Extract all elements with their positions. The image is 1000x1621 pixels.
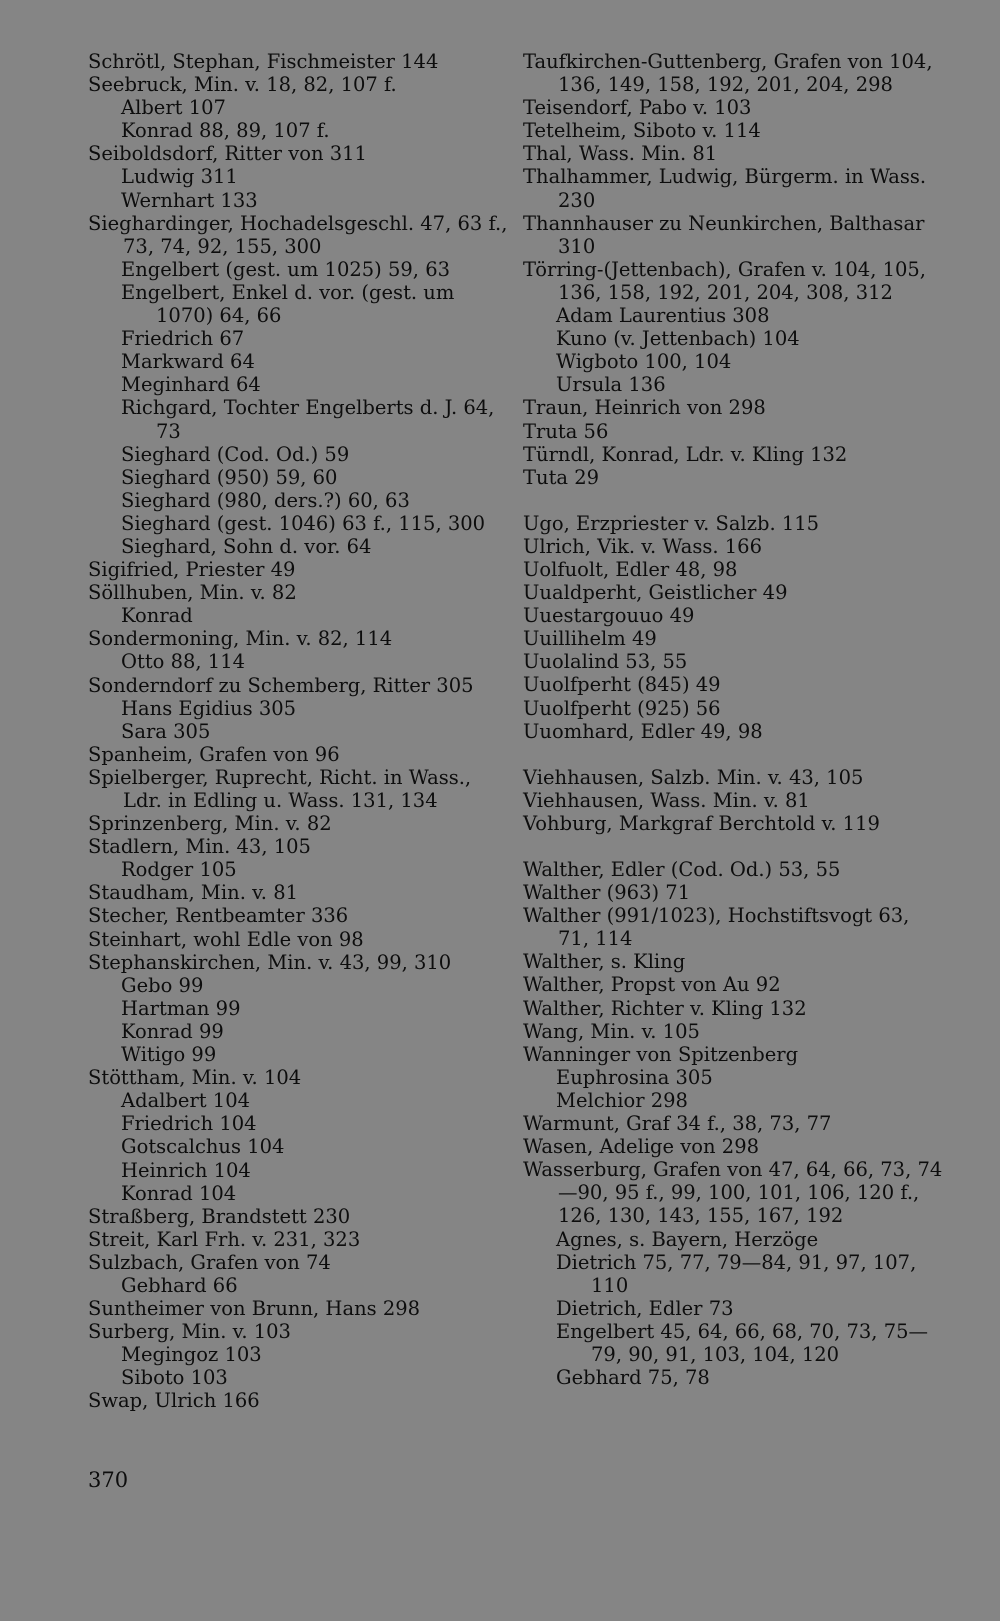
index-entry: Uuolfperht (925) 56 (523, 696, 721, 720)
index-entry: Sulzbach, Grafen von 74 (88, 1250, 331, 1274)
index-entry: Sieghardinger, Hochadelsgeschl. 47, 63 f., 73, 74, 92, 155, 300 (88, 211, 508, 258)
index-entry: Spanheim, Grafen von 96 (88, 742, 340, 766)
index-entry: Steinhart, wohl Edle von 98 (88, 927, 364, 951)
index-subentry: Albert 107 (121, 96, 226, 120)
index-entry: Walther, Richter v. Kling 132 (523, 996, 807, 1020)
page-number: 370 (88, 1468, 129, 1492)
index-entry: Tuta 29 (523, 465, 600, 489)
index-subentry: Gebhard 66 (121, 1273, 238, 1297)
index-subentry: Sara 305 (121, 719, 211, 743)
index-entry: Viehhausen, Wass. Min. v. 81 (523, 788, 810, 812)
index-subentry: Markward 64 (121, 350, 255, 374)
letter-section-gap (523, 743, 943, 766)
index-entry: Straßberg, Brandstett 230 (88, 1204, 351, 1228)
index-subentry: Heinrich 104 (121, 1158, 251, 1182)
index-entry: Viehhausen, Salzb. Min. v. 43, 105 (523, 765, 864, 789)
index-column-left (88, 50, 508, 1413)
index-subentry: Witigo 99 (121, 1043, 217, 1067)
index-entry: Uualdperht, Geistlicher 49 (523, 581, 788, 605)
index-subentry: Gebo 99 (121, 973, 204, 997)
index-entry: Uuillihelm 49 (523, 627, 657, 651)
index-entry: Walther, s. Kling (523, 950, 686, 974)
index-entry: Warmunt, Graf 34 f., 38, 73, 77 (523, 1112, 832, 1136)
index-entry: Uuolalind 53, 55 (523, 650, 688, 674)
index-entry: Wanninger von Spitzenberg (523, 1042, 799, 1066)
index-entry: Swap, Ulrich 166 (88, 1389, 260, 1413)
index-subentry: Friedrich 67 (121, 327, 245, 351)
index-subentry: Otto 88, 114 (121, 650, 246, 674)
index-entry: Streit, Karl Frh. v. 231, 323 (88, 1227, 361, 1251)
index-subentry: Konrad 99 (121, 1019, 224, 1043)
index-subentry: Engelbert, Enkel d. vor. (gest. um 1070) 64, 66 (121, 280, 455, 328)
index-entry: Uolfuolt, Edler 48, 98 (523, 557, 738, 581)
index-entry: Törring-(Jettenbach), Grafen v. 104, 105, 136, 158, 192, 201, 204, 308, 312 (523, 257, 927, 304)
index-entry: Stecher, Rentbeamter 336 (88, 904, 349, 928)
index-entry: Walther (963) 71 (523, 881, 691, 905)
index-subentry: Sieghard (gest. 1046) 63 f., 115, 300 (121, 511, 486, 535)
index-entry: Uuomhard, Edler 49, 98 (523, 719, 763, 743)
index-entry: Ugo, Erzpriester v. Salzb. 115 (523, 511, 820, 535)
index-entry: Teisendorf, Pabo v. 103 (523, 96, 752, 120)
index-subentry: Agnes, s. Bayern, Herzöge (556, 1227, 819, 1251)
index-entry: Traun, Heinrich von 298 (523, 396, 766, 420)
index-subentry: Kuno (v. Jettenbach) 104 (556, 327, 800, 351)
index-subentry: Richgard, Tochter Engelberts d. J. 64, 73 (121, 396, 495, 443)
index-entry: Vohburg, Markgraf Berchtold v. 119 (523, 811, 880, 835)
index-subentry: Hartman 99 (121, 996, 241, 1020)
index-subentry: Konrad (121, 604, 193, 628)
index-subentry: Sieghard (950) 59, 60 (121, 465, 338, 489)
index-subentry: Dietrich, Edler 73 (556, 1296, 734, 1320)
index-subentry: Wernhart 133 (121, 188, 258, 212)
index-entry: Seiboldsdorf, Ritter von 311 (88, 142, 367, 166)
index-subentry: Dietrich 75, 77, 79—84, 91, 97, 107, 110 (556, 1250, 917, 1297)
index-entry: Seebruck, Min. v. 18, 82, 107 f. (88, 73, 397, 97)
index-entry: Stadlern, Min. 43, 105 (88, 835, 311, 859)
index-entry: Staudham, Min. v. 81 (88, 881, 299, 905)
index-entry: Walther, Propst von Au 92 (523, 973, 781, 997)
index-entry: Schrötl, Stephan, Fischmeister 144 (88, 50, 439, 73)
letter-section-gap (523, 489, 943, 512)
index-subentry: Friedrich 104 (121, 1112, 257, 1136)
index-entry: Türndl, Konrad, Ldr. v. Kling 132 (523, 442, 848, 466)
index-subentry: Ursula 136 (556, 373, 666, 397)
index-subentry: Gebhard 75, 78 (556, 1366, 710, 1390)
index-entry: Wang, Min. v. 105 (523, 1019, 700, 1043)
index-entry: Suntheimer von Brunn, Hans 298 (88, 1297, 421, 1321)
index-subentry: Gotscalchus 104 (121, 1135, 285, 1159)
index-entry: Thannhauser zu Neunkirchen, Balthasar 310 (523, 211, 925, 258)
index-entry: Sonderndorf zu Schemberg, Ritter 305 (88, 673, 474, 697)
index-entry: Wasserburg, Grafen von 47, 64, 66, 73, 74—90, 95 f., 99, 100, 101, 106, 120 f., 126, 130, 143, 155, 167, 192 (523, 1158, 943, 1228)
index-entry: Thal, Wass. Min. 81 (523, 142, 718, 166)
index-subentry: Konrad 88, 89, 107 f. (121, 119, 330, 143)
index-entry: Surberg, Min. v. 103 (88, 1320, 291, 1344)
index-column-right (523, 50, 943, 1389)
index-subentry: Meginhard 64 (121, 373, 261, 397)
index-subentry: Sieghard (980, ders.?) 60, 63 (121, 488, 410, 512)
index-subentry: Engelbert (gest. um 1025) 59, 63 (121, 257, 451, 281)
index-entry: Wasen, Adelige von 298 (523, 1135, 760, 1159)
index-subentry: Konrad 104 (121, 1181, 237, 1205)
index-entry: Sprinzenberg, Min. v. 82 (88, 812, 332, 836)
letter-section-gap (523, 835, 943, 858)
index-entry: Sigifried, Priester 49 (88, 558, 296, 582)
index-entry: Tetelheim, Siboto v. 114 (523, 119, 761, 143)
index-entry: Stöttham, Min. v. 104 (88, 1066, 302, 1090)
index-entry: Truta 56 (523, 419, 609, 443)
index-entry: Thalhammer, Ludwig, Bürgerm. in Wass. 230 (523, 165, 927, 212)
index-subentry: Melchior 298 (556, 1088, 688, 1112)
index-subentry: Adam Laurentius 308 (556, 304, 770, 328)
index-subentry: Sieghard (Cod. Od.) 59 (121, 442, 350, 466)
index-entry: Uuestargouuo 49 (523, 604, 695, 628)
index-entry: Stephanskirchen, Min. v. 43, 99, 310 (88, 950, 452, 974)
index-subentry: Ludwig 311 (121, 165, 238, 189)
index-entry: Uuolfperht (845) 49 (523, 673, 721, 697)
index-subentry: Euphrosina 305 (556, 1065, 713, 1089)
index-subentry: Sieghard, Sohn d. vor. 64 (121, 534, 372, 558)
index-subentry: Adalbert 104 (121, 1089, 251, 1113)
index-subentry: Hans Egidius 305 (121, 696, 297, 720)
index-entry: Spielberger, Ruprecht, Richt. in Wass., Ldr. in Edling u. Wass. 131, 134 (88, 765, 472, 812)
index-subentry: Siboto 103 (121, 1366, 228, 1390)
index-subentry: Rodger 105 (121, 858, 237, 882)
index-entry: Walther, Edler (Cod. Od.) 53, 55 (523, 858, 841, 881)
index-entry: Söllhuben, Min. v. 82 (88, 581, 297, 605)
index-entry: Ulrich, Vik. v. Wass. 166 (523, 534, 762, 558)
index-entry: Taufkirchen-Guttenberg, Grafen von 104, 136, 149, 158, 192, 201, 204, 298 (523, 50, 933, 97)
index-entry: Walther (991/1023), Hochstiftsvogt 63, 71, 114 (523, 904, 910, 951)
index-subentry: Wigboto 100, 104 (556, 350, 732, 374)
index-entry: Sondermoning, Min. v. 82, 114 (88, 627, 393, 651)
index-subentry: Megingoz 103 (121, 1343, 262, 1367)
index-subentry: Engelbert 45, 64, 66, 68, 70, 73, 75—79, 90, 91, 103, 104, 120 (556, 1319, 929, 1366)
